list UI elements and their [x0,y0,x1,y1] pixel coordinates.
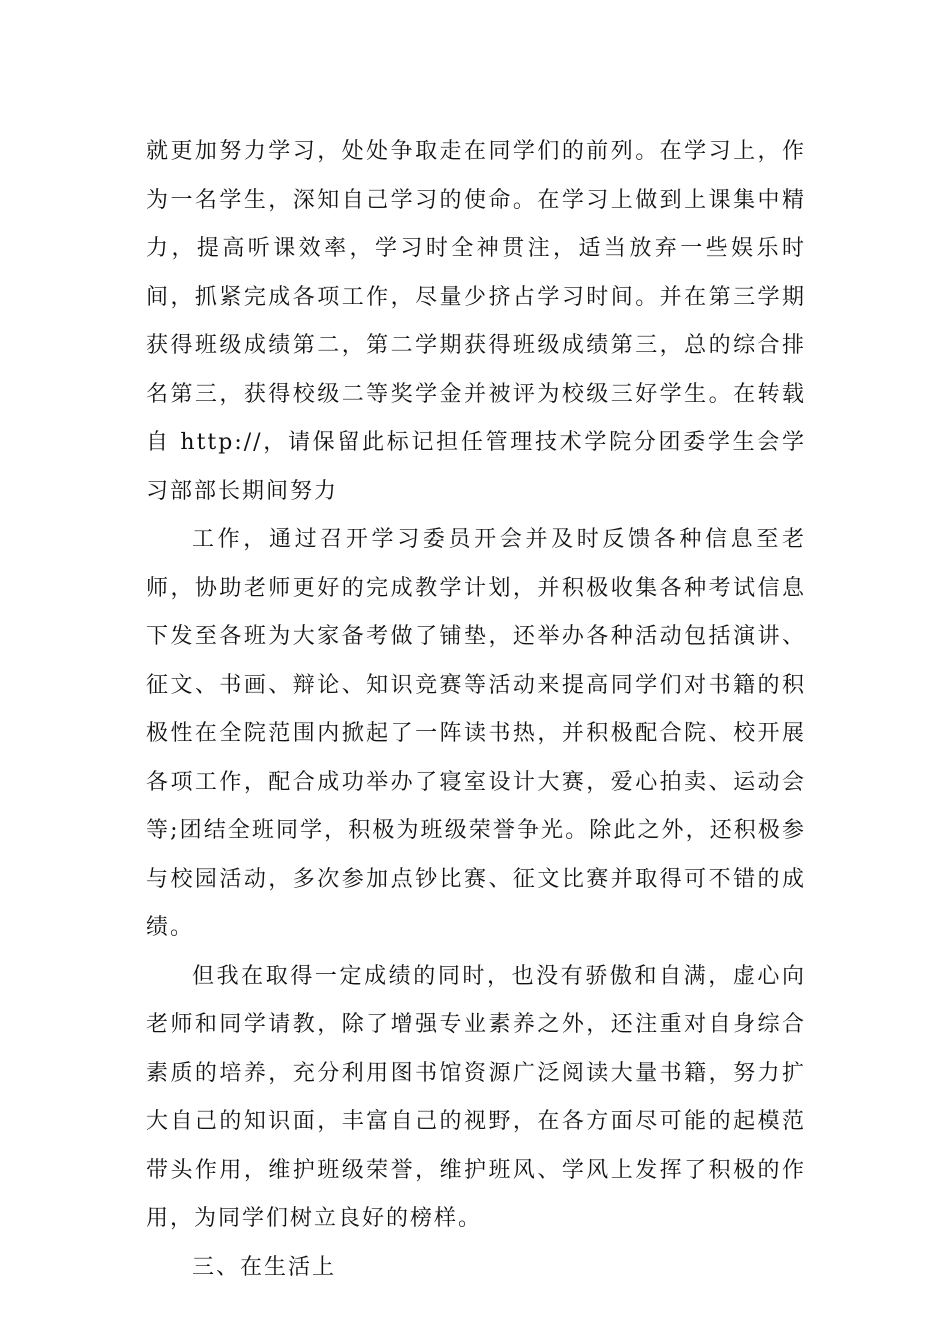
paragraph-1: 就更加努力学习，处处争取走在同学们的前列。在学习上，作为一名学生，深知自己学习的使命。在学习上做到上课集中精力，提高听课效率，学习时全神贯注，适当放弃一些娱乐时间，抓紧完成各项工作，尽量少挤占学习时间。并在第三学期获得班级成绩第二，第二学期获得班级成绩第三，总的综合排名第三，获得校级二等奖学金并被评为校级三好学生。在转载自 http://，请保留此标记担任管理技术学院分团委学生会学习部部长期间努力 [146,139,806,504]
paragraph-2: 工作，通过召开学习委员开会并及时反馈各种信息至老师，协助老师更好的完成教学计划，并积极收集各种考试信息下发至各班为大家备考做了铺垫，还举办各种活动包括演讲、征文、书画、辩论、知识竞赛等活动来提高同学们对书籍的积极性在全院范围内掀起了一阵读书热，并积极配合院、校开展各项工作，配合成功举办了寝室设计大赛，爱心拍卖、运动会等;团结全班同学，积极为班级荣誉争光。除此之外，还积极参与校园活动，多次参加点钞比赛、征文比赛并取得可不错的成绩。 [146,527,806,940]
section-heading: 三、在生活上 [192,1254,337,1280]
document-body [146,128,806,1292]
paragraph-3: 但我在取得一定成绩的同时，也没有骄傲和自满，虚心向老师和同学请教，除了增强专业素养之外，还注重对自身综合素质的培养，充分利用图书馆资源广泛阅读大量书籍，努力扩大自己的知识面，丰富自己的视野，在各方面尽可能的起模范带头作用，维护班级荣誉，维护班风、学风上发挥了积极的作用，为同学们树立良好的榜样。 [146,963,806,1231]
